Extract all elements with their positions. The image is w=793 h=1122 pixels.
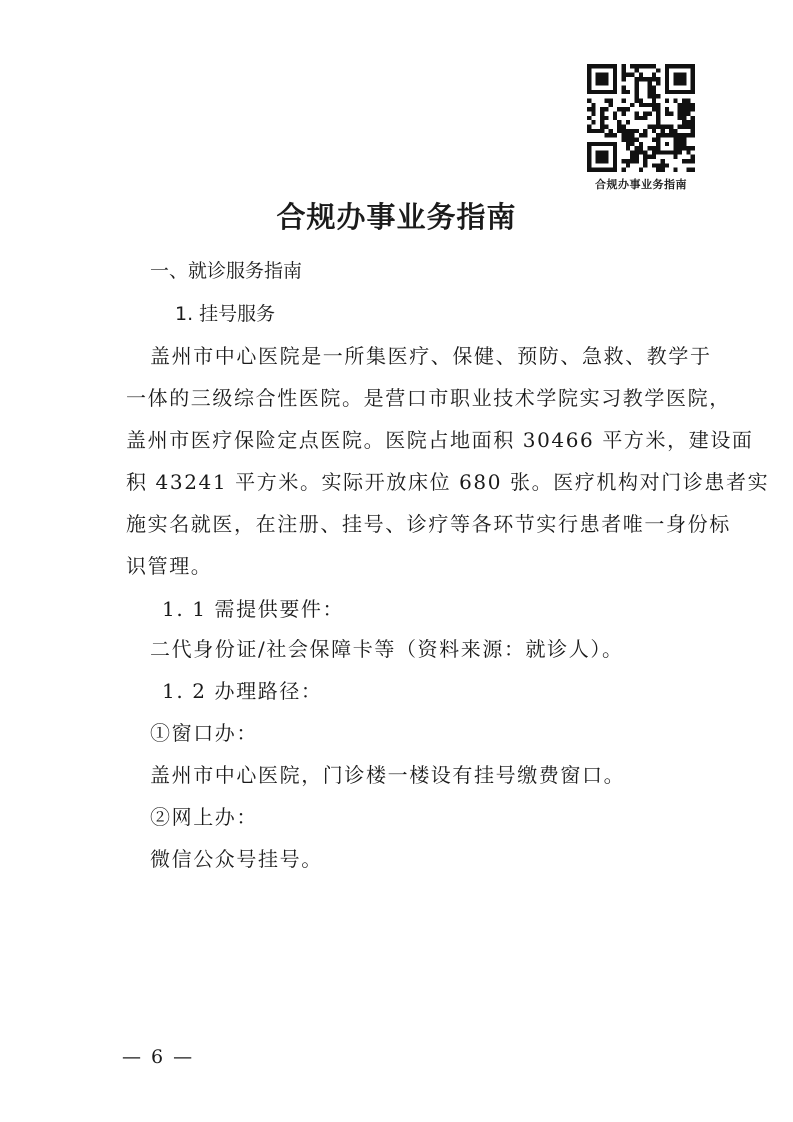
paragraph-line: 积 43241 平方米。实际开放床位 680 张。医疗机构对门诊患者实 — [126, 470, 770, 494]
qr-caption: 合规办事业务指南 — [595, 178, 687, 191]
item-label: 1. 2 办理路径： — [162, 679, 323, 703]
paragraph-line: 盖州市中心医院是一所集医疗、保健、预防、急救、教学于 — [150, 344, 712, 368]
paragraph-line: 一体的三级综合性医院。是营口市职业技术学院实习教学医院， — [126, 386, 731, 410]
subsection-heading: 1. 挂号服务 — [175, 303, 276, 325]
paragraph-line: 施实名就医，在注册、挂号、诊疗等各环节实行患者唯一身份标 — [126, 512, 731, 536]
paragraph-line: 盖州市医疗保险定点医院。医院占地面积 30466 平方米，建设面 — [126, 428, 754, 452]
item-text: 二代身份证/社会保障卡等（资料来源：就诊人）。 — [150, 637, 624, 661]
item-label: ①窗口办： — [150, 721, 258, 745]
page-number: — 6 — — [122, 1046, 195, 1068]
qr-code-image — [587, 64, 695, 172]
page-title: 合规办事业务指南 — [276, 200, 517, 234]
section-heading: 一、就诊服务指南 — [150, 260, 303, 282]
item-text: 微信公众号挂号。 — [150, 847, 323, 871]
item-label: ②网上办： — [150, 805, 258, 829]
paragraph-line: 识管理。 — [126, 554, 213, 578]
item-label: 1. 1 需提供要件： — [162, 597, 345, 621]
qr-code-block — [582, 64, 700, 192]
item-text: 盖州市中心医院，门诊楼一楼设有挂号缴费窗口。 — [150, 763, 626, 787]
